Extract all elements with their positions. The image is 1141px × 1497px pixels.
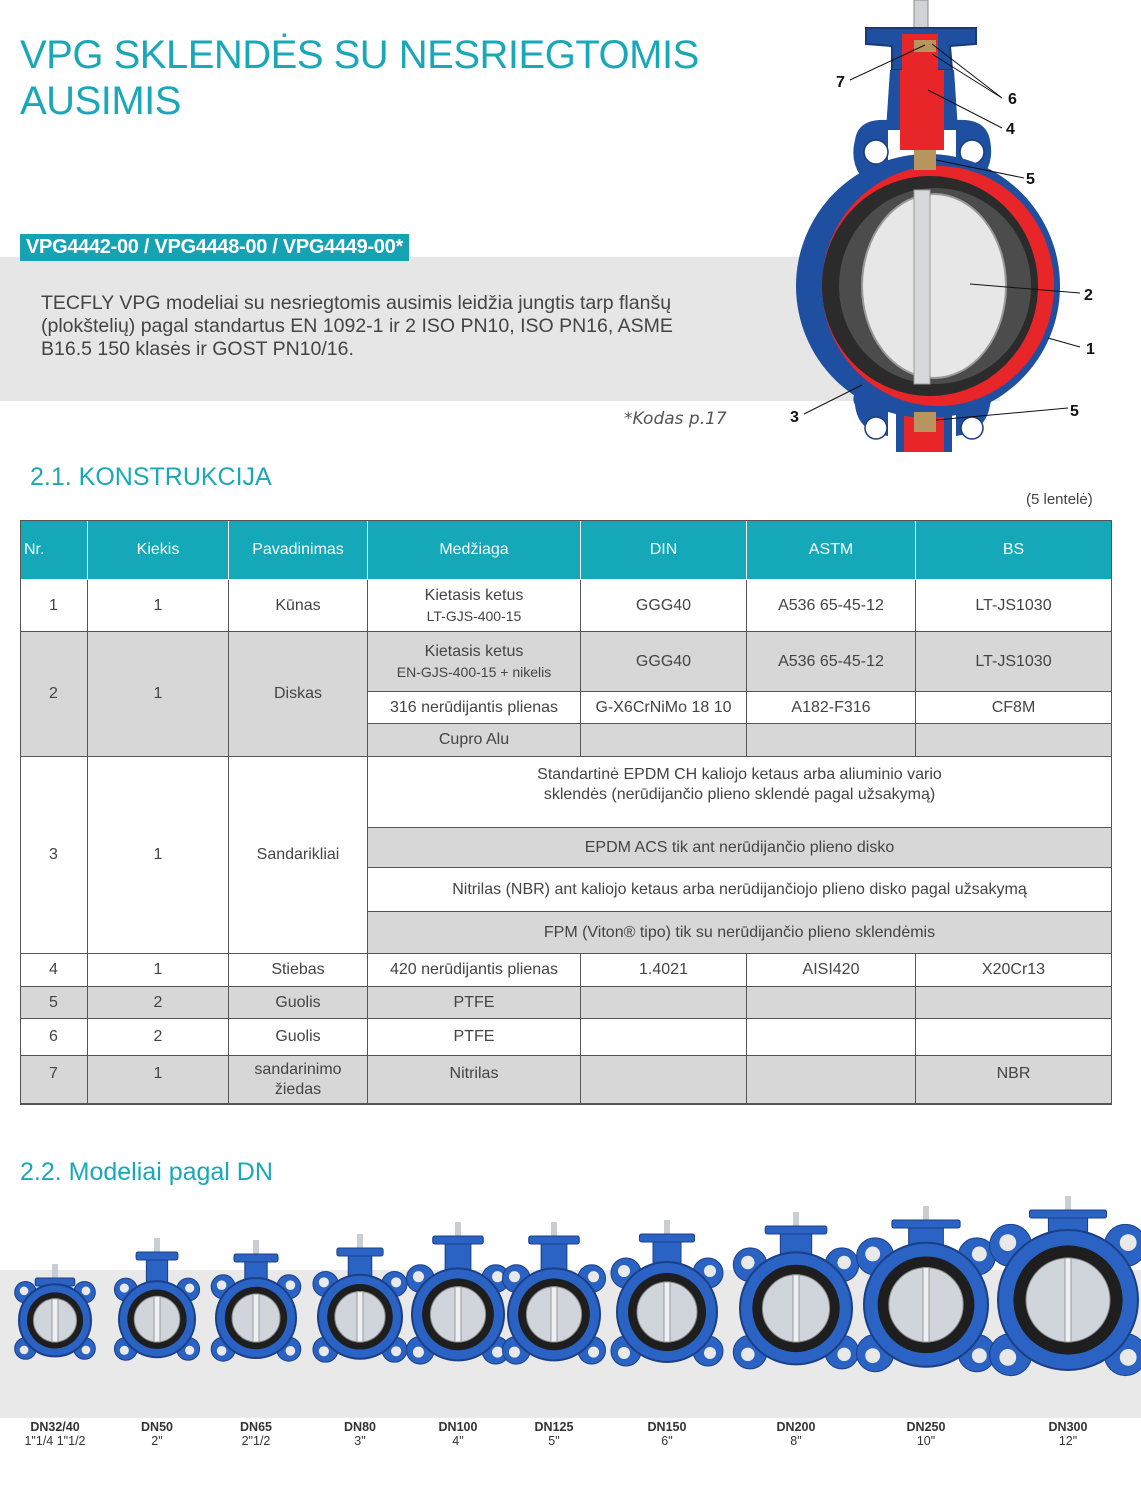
row4-material: 420 nerūdijantis plienas [368, 954, 581, 987]
model-inch: 8" [790, 1434, 802, 1448]
callout-3: 3 [790, 409, 799, 426]
valve-model-dn150 [611, 1220, 723, 1366]
model-label [408, 1420, 508, 1448]
row4-nr: 4 [20, 954, 88, 987]
row5-material: PTFE [368, 987, 581, 1019]
row1-bs: LT-JS1030 [916, 580, 1112, 632]
model-codes: VPG4442-00 / VPG4448-00 / VPG4449-00* [20, 234, 409, 261]
model-dn: DN100 [438, 1420, 478, 1434]
row6-astm [747, 1019, 916, 1056]
row3-seal-2: EPDM ACS tik ant nerūdijančio plieno disko [368, 828, 1112, 868]
row2b-bs: CF8M [916, 692, 1112, 724]
header-bs: BS [916, 520, 1112, 580]
row2c-astm [747, 724, 916, 757]
header-pavadinimas: Pavadinimas [229, 520, 368, 580]
row2c-bs [916, 724, 1112, 757]
row6-name: Guolis [229, 1019, 368, 1056]
row6-material: PTFE [368, 1019, 581, 1056]
model-label [206, 1420, 306, 1448]
row5-name: Guolis [229, 987, 368, 1019]
callout-5-top: 5 [1026, 171, 1035, 188]
row7-astm [747, 1056, 916, 1104]
row5-din [581, 987, 747, 1019]
row4-din: 1.4021 [581, 954, 747, 987]
model-inch: 12" [1058, 1434, 1078, 1448]
section-heading-models: 2.2. Modeliai pagal DN [20, 1158, 273, 1186]
valve-model-dn65 [211, 1240, 301, 1361]
row2c-din [581, 724, 747, 757]
model-label [5, 1420, 105, 1448]
row7-din [581, 1056, 747, 1104]
model-label [310, 1420, 410, 1448]
row3-seal-1-line2: sklendės (nerūdijančio plieno sklendė pagal užsakymą) [543, 786, 936, 803]
row7-qty: 1 [88, 1056, 229, 1104]
title-line-2: AUSIMIS [20, 79, 181, 123]
model-dn: DN200 [776, 1420, 816, 1434]
row5-astm [747, 987, 916, 1019]
model-labels [0, 1420, 1141, 1460]
model-label [746, 1420, 846, 1448]
page-title [20, 32, 720, 124]
valve-model-dn125 [502, 1222, 605, 1364]
valve-model-dn200 [733, 1212, 858, 1369]
section-heading-construction: 2.1. KONSTRUKCIJA [30, 463, 272, 491]
footnote: *Kodas p.17 [624, 409, 727, 429]
row7-name-line1: sandarinimo [254, 1060, 342, 1078]
callout-1: 1 [1086, 341, 1095, 358]
header-din: DIN [581, 520, 747, 580]
model-dn: DN125 [534, 1420, 574, 1434]
model-inch: 6" [661, 1434, 673, 1448]
row6-din [581, 1019, 747, 1056]
model-label [504, 1420, 604, 1448]
valve-model-dn300 [990, 1196, 1141, 1376]
row2a-din: GGG40 [581, 632, 747, 692]
model-inch: 4" [452, 1434, 464, 1448]
row3-qty: 1 [88, 757, 229, 954]
row5-nr: 5 [20, 987, 88, 1019]
row4-bs: X20Cr13 [916, 954, 1112, 987]
model-dn: DN32/40 [30, 1420, 80, 1434]
row5-bs [916, 987, 1112, 1019]
model-inch: 3" [354, 1434, 366, 1448]
model-dn: DN80 [344, 1420, 376, 1434]
model-dn: DN250 [906, 1420, 946, 1434]
row2-name: Diskas [229, 632, 368, 757]
model-dn: DN50 [141, 1420, 173, 1434]
row3-name: Sandarikliai [229, 757, 368, 954]
callout-5-bottom: 5 [1070, 403, 1079, 420]
row7-nr: 7 [20, 1056, 88, 1104]
construction-table [20, 520, 1112, 1104]
row1-material-line2: LT-GJS-400-15 [426, 607, 522, 624]
row2a-material [368, 632, 581, 692]
row2b-material: 316 nerūdijantis plienas [368, 692, 581, 724]
table-note: (5 lentelė) [1026, 491, 1093, 508]
row2a-material-line2: EN-GJS-400-15 + nikelis [396, 663, 552, 680]
row6-bs [916, 1019, 1112, 1056]
row4-name: Stiebas [229, 954, 368, 987]
row2a-astm: A536 65-45-12 [747, 632, 916, 692]
callout-4: 4 [1006, 121, 1015, 138]
row3-seal-1-line1: Standartinė EPDM CH kaliojo ketaus arba aliuminio vario [537, 766, 942, 783]
row3-seal-4: FPM (Viton® tipo) tik su nerūdijančio plieno sklendėmis [368, 912, 1112, 954]
row1-material-line1: Kietasis ketus [424, 586, 524, 604]
title-line-1: VPG SKLENDĖS SU NESRIEGTOMIS [20, 33, 699, 77]
model-inch: 5" [548, 1434, 560, 1448]
model-dn: DN65 [240, 1420, 272, 1434]
row2b-astm: A182-F316 [747, 692, 916, 724]
row7-bs: NBR [916, 1056, 1112, 1104]
row7-name [229, 1056, 368, 1104]
row2a-material-line1: Kietasis ketus [424, 642, 524, 660]
model-inch: 10" [916, 1434, 936, 1448]
model-inch: 2" [151, 1434, 163, 1448]
row3-seal-3: Nitrilas (NBR) ant kaliojo ketaus arba nerūdijančiojo plieno disko pagal užsakymą [368, 868, 1112, 912]
valve-model-dn100 [406, 1222, 509, 1364]
row2-qty: 1 [88, 632, 229, 757]
row1-material [368, 580, 581, 632]
row7-name-line2: žiedas [274, 1080, 322, 1098]
row7-material: Nitrilas [368, 1056, 581, 1104]
model-label [876, 1420, 976, 1448]
row2b-din: G-X6CrNiMo 18 10 [581, 692, 747, 724]
model-label [107, 1420, 207, 1448]
model-dn: DN300 [1048, 1420, 1088, 1434]
callout-6: 6 [1008, 91, 1017, 108]
row2-nr: 2 [20, 632, 88, 757]
row5-qty: 2 [88, 987, 229, 1019]
valve-model-dn80 [313, 1234, 407, 1362]
row3-nr: 3 [20, 757, 88, 954]
model-inch: 2"1/2 [241, 1434, 271, 1448]
row2c-material: Cupro Alu [368, 724, 581, 757]
model-label [617, 1420, 717, 1448]
valve-model-dn50 [114, 1238, 199, 1360]
valve-models-row [0, 1190, 1141, 1420]
header-nr: Nr. [20, 520, 88, 580]
row1-din: GGG40 [581, 580, 747, 632]
valve-cutaway-diagram [780, 0, 1141, 460]
callout-2: 2 [1084, 287, 1093, 304]
row2a-bs: LT-JS1030 [916, 632, 1112, 692]
row4-astm: AISI420 [747, 954, 916, 987]
row1-nr: 1 [20, 580, 88, 632]
header-kiekis: Kiekis [88, 520, 229, 580]
model-inch: 1"1/4 1"1/2 [24, 1434, 86, 1448]
row6-nr: 6 [20, 1019, 88, 1056]
row4-qty: 1 [88, 954, 229, 987]
intro-text: TECFLY VPG modeliai su nesriegtomis ausimis leidžia jungtis tarp flanšų (plokštelių) pagal standartus EN 1092-1 ir 2 ISO PN10, ISO PN16, ASME B16.5 150 klasės ir GOST PN10/16. [41, 292, 673, 360]
row6-qty: 2 [88, 1019, 229, 1056]
row1-name: Kūnas [229, 580, 368, 632]
header-astm: ASTM [747, 520, 916, 580]
model-dn: DN150 [647, 1420, 687, 1434]
valve-model-dn32-40 [15, 1264, 96, 1359]
model-label [1018, 1420, 1118, 1448]
callout-7: 7 [836, 74, 845, 91]
valve-model-dn250 [857, 1206, 996, 1372]
row3-seal-1 [368, 757, 1112, 828]
row1-qty: 1 [88, 580, 229, 632]
header-medziaga: Medžiaga [368, 520, 581, 580]
row1-astm: A536 65-45-12 [747, 580, 916, 632]
